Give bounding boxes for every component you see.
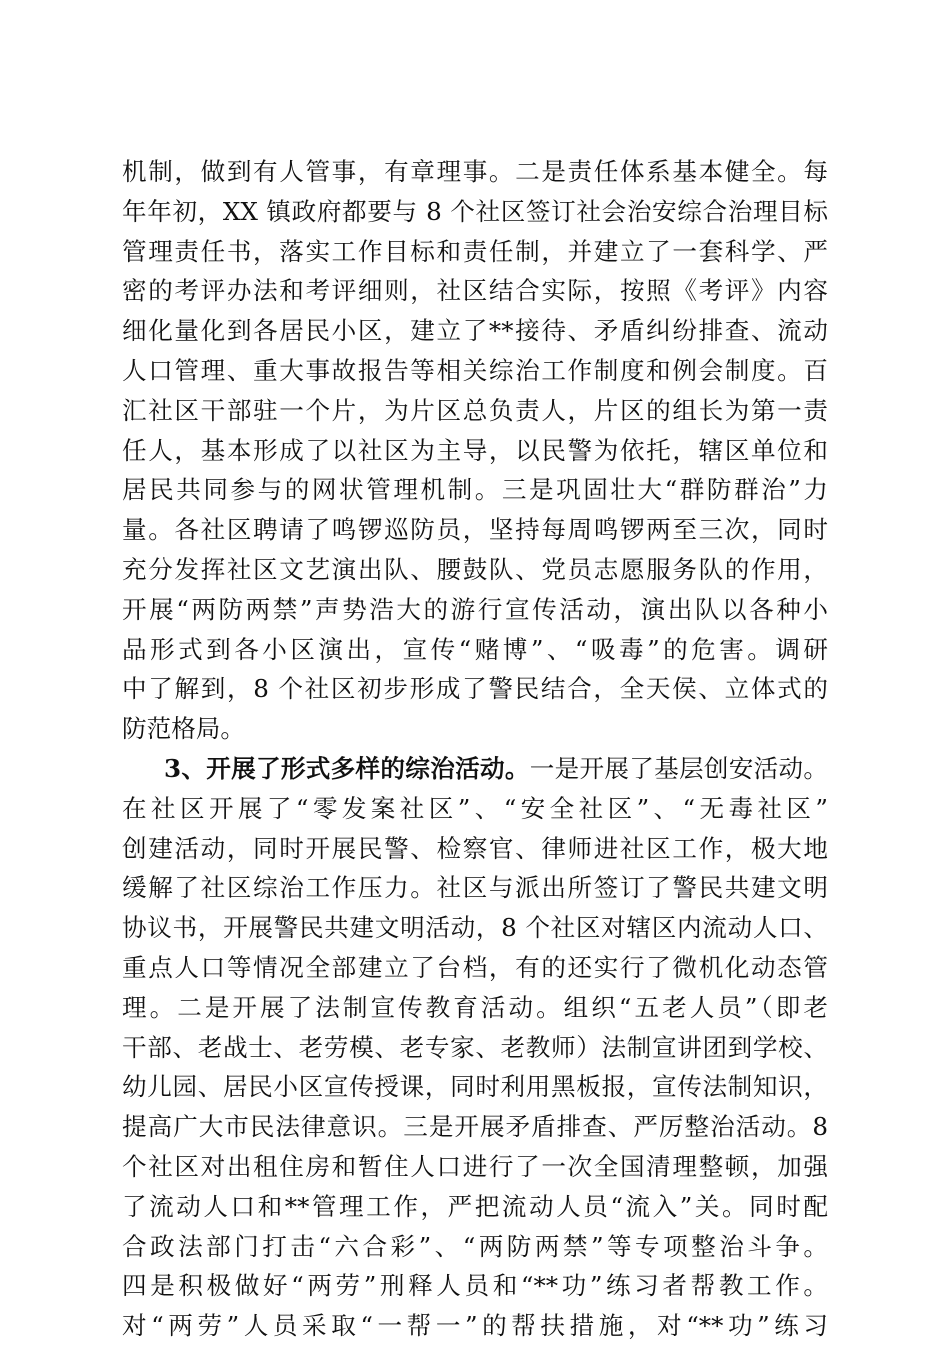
text-line: 缓解了社区综治工作压力。社区与派出所签订了警民共建文明 xyxy=(122,873,828,903)
text-line: 品形式到各小区演出，宣传“赌博”、“吸毒”的危害。调研 xyxy=(122,634,828,664)
text-line: 个社区对出租住房和暂住人口进行了一次全国清理整顿，加强 xyxy=(122,1151,828,1181)
paragraph-1 xyxy=(122,152,828,749)
text-line: 合政法部门打击“六合彩”、“两防两禁”等专项整治斗争。 xyxy=(122,1231,828,1261)
text-line: 四是积极做好“两劳”刑释人员和“**功”练习者帮教工作。 xyxy=(122,1271,828,1301)
text-line: 提高广大市民法律意识。三是开展矛盾排查、严厉整治活动。8 xyxy=(122,1112,828,1142)
text-line: 机制，做到有人管事，有章理事。二是责任体系基本健全。每 xyxy=(122,157,828,186)
text-line: 了流动人口和**管理工作，严把流动人员“流入”关。同时配 xyxy=(122,1191,828,1221)
text-line: 开展“两防两禁”声势浩大的游行宣传活动，演出队以各种小 xyxy=(122,594,828,624)
text-line: 汇社区干部驻一个片，为片区总负责人，片区的组长为第一责 xyxy=(122,395,828,425)
text-run: 一是开展了基层创安活动。 xyxy=(529,753,828,783)
text-line: 充分发挥社区文艺演出队、腰鼓队、党员志愿服务队的作用， xyxy=(122,554,828,584)
text-line: 创建活动，同时开展民警、检察官、律师进社区工作，极大地 xyxy=(122,833,828,863)
text-line: 年年初，XX 镇政府都要与 8 个社区签订社会治安综合治理目标 xyxy=(122,196,828,226)
text-line: 对“两劳”人员采取“一帮一”的帮扶措施，对“**功”练习 xyxy=(122,1311,828,1341)
text-line: 中了解到，8 个社区初步形成了警民结合，全天侯、立体式的 xyxy=(122,674,828,704)
text-line: 管理责任书，落实工作目标和责任制，并建立了一套科学、严 xyxy=(122,236,828,266)
text-line: 密的考评办法和考评细则，社区结合实际，按照《考评》内容 xyxy=(122,276,828,306)
text-line: 任人，基本形成了以社区为主导，以民警为依托，辖区单位和 xyxy=(122,435,828,465)
text-line: 人口管理、重大事故报告等相关综治工作制度和例会制度。百 xyxy=(122,355,828,385)
paragraph-2 xyxy=(122,749,828,1346)
paragraph-first-line xyxy=(122,749,828,789)
text-line: 在社区开展了“零发案社区”、“安全社区”、“无毒社区” xyxy=(122,793,828,823)
text-line: 干部、老战士、老劳模、老专家、老教师）法制宣讲团到学校、 xyxy=(122,1032,828,1062)
text-line: 细化量化到各居民小区，建立了**接待、矛盾纠纷排查、流动 xyxy=(122,316,828,346)
text-line: 量。各社区聘请了鸣锣巡防员，坚持每周鸣锣两至三次，同时 xyxy=(122,515,828,545)
text-line: 协议书，开展警民共建文明活动，8 个社区对辖区内流动人口、 xyxy=(122,913,828,943)
text-line: 理。二是开展了法制宣传教育活动。组织“五老人员”（即老 xyxy=(122,992,828,1022)
document-body xyxy=(122,152,828,1346)
section-heading: 3、开展了形式多样的综治活动。 xyxy=(164,753,530,783)
text-line: 重点人口等情况全部建立了台档，有的还实行了微机化动态管 xyxy=(122,952,828,982)
text-line: 幼儿园、居民小区宣传授课，同时利用黑板报，宣传法制知识， xyxy=(122,1072,828,1102)
text-line: 居民共同参与的网状管理机制。三是巩固壮大“群防群治”力 xyxy=(122,475,828,505)
text-line: 防范格局。 xyxy=(122,714,245,744)
